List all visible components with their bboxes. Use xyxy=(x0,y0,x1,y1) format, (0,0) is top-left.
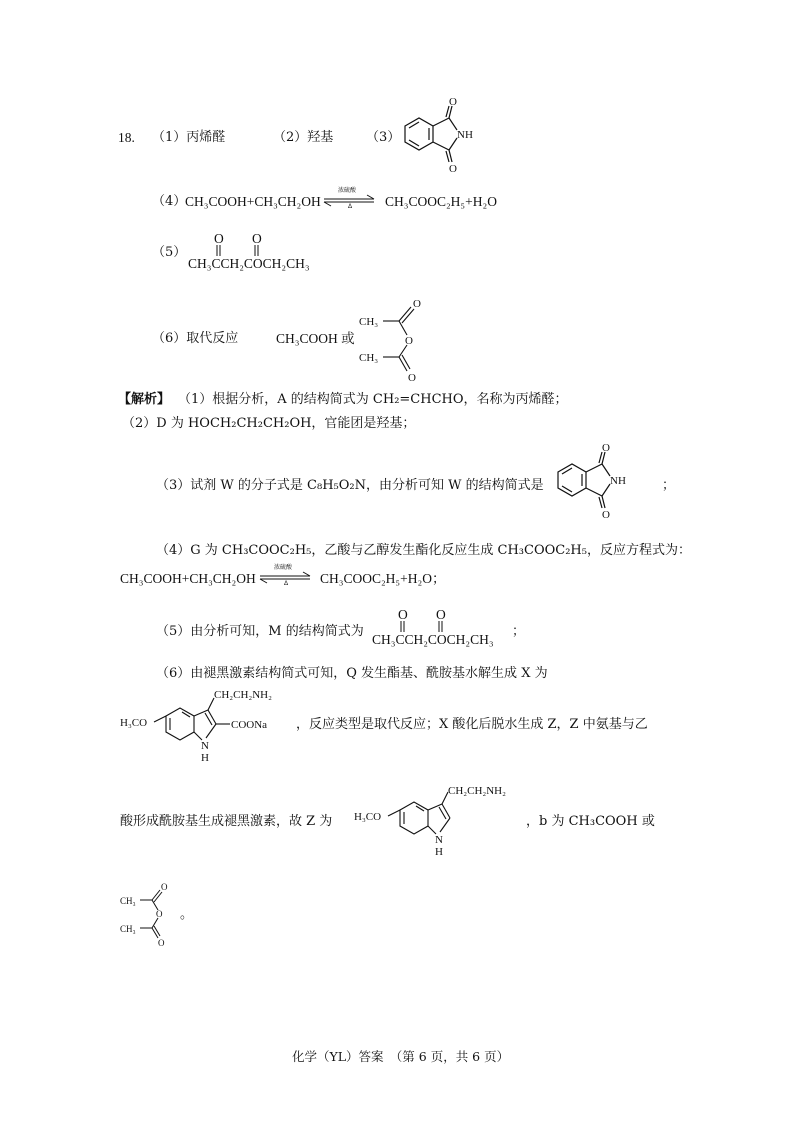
answer-6-label: （6）取代反应 xyxy=(152,331,239,346)
equation-left: CH₃COOH+CH₃CH₂OH xyxy=(185,194,321,209)
m-formula-main: CH₃CCH₂COCH₂CH₃ xyxy=(188,256,310,271)
compound-z-structure xyxy=(352,782,532,862)
atom-h: H xyxy=(201,752,209,764)
atom-nh: NH xyxy=(610,475,626,487)
atom-o: O xyxy=(449,163,457,175)
analysis-3: （3）试剂 W 的分子式是 C₈H₅O₂N，由分析可知 W 的结构简式是 xyxy=(156,478,544,493)
page-footer: 化学（YL）答案 （第 6 页，共 6 页） xyxy=(292,1049,510,1064)
analysis-6: （6）由褪黑激素结构简式可知，Q 发生酯基、酰胺基水解生成 X 为 xyxy=(156,666,548,681)
answer-6-b: CH₃COOH 或 xyxy=(276,331,355,346)
question-number: 18. xyxy=(118,130,135,145)
analysis-1: （1）根据分析，A 的结构简式为 CH₂=CHCHO，名称为丙烯醛； xyxy=(178,392,568,407)
analysis-6-line3: 酸形成酰胺基生成褪黑激素，故 Z 为 xyxy=(120,814,333,829)
m-formula-main: CH₃CCH₂COCH₂CH₃ xyxy=(372,632,494,647)
compound-x-structure xyxy=(118,688,298,768)
methyl-group: CH₃ xyxy=(120,924,136,934)
analysis-6-line3-end: ，b 为 CH₃COOH 或 xyxy=(526,814,655,829)
atom-o: O xyxy=(408,372,416,384)
side-chain: CH₂CH₂NH₂ xyxy=(448,785,506,797)
atom-n: N xyxy=(201,740,209,752)
phthalimide-structure-analysis xyxy=(548,442,658,526)
acetic-anhydride-structure xyxy=(355,295,445,385)
m-structure xyxy=(188,232,338,272)
carbonyl-o: O xyxy=(214,231,224,246)
carbonyl-o: O xyxy=(436,607,446,622)
analysis-5-end: ； xyxy=(512,624,526,639)
atom-o: O xyxy=(158,938,165,948)
analysis-6-mid: ，反应类型是取代反应；X 酸化后脱水生成 Z，Z 中氨基与乙 xyxy=(296,717,648,732)
catalyst-label: 浓硫酸 xyxy=(338,187,357,194)
atom-o: O xyxy=(449,96,457,108)
methoxy-group: H₃CO xyxy=(120,717,148,729)
carbonyl-o: O xyxy=(398,607,408,622)
atom-o: O xyxy=(602,509,610,521)
heat-label: Δ xyxy=(348,203,353,210)
heat-label: Δ xyxy=(284,580,289,587)
atom-o: O xyxy=(602,442,610,454)
phthalimide-structure xyxy=(395,96,505,180)
atom-nh: NH xyxy=(457,129,473,141)
answer-3-label: （3） xyxy=(366,130,401,145)
answer-4-label: （4） xyxy=(152,194,187,209)
answer-5-label: （5） xyxy=(152,245,187,260)
atom-n: N xyxy=(435,834,443,846)
carbonyl-o: O xyxy=(252,231,262,246)
answer-1: （1）丙烯醛 xyxy=(152,130,226,145)
atom-o: O xyxy=(156,909,163,919)
methyl-group: CH₃ xyxy=(120,896,136,906)
analysis-6-final: 。 xyxy=(180,907,194,922)
equation-right: CH₃COOC₂H₅+H₂O xyxy=(385,194,497,209)
analysis-2: （2）D 为 HOCH₂CH₂CH₂OH，官能团是羟基； xyxy=(122,416,416,431)
methoxy-group: H₃CO xyxy=(354,811,382,823)
methyl-group: CH₃ xyxy=(359,352,379,364)
side-chain: CH₂CH₂NH₂ xyxy=(214,689,272,701)
analysis-3-end: ； xyxy=(662,478,676,493)
atom-h: H xyxy=(435,846,443,858)
atom-o: O xyxy=(161,882,168,892)
acetic-anhydride-structure-small xyxy=(118,878,188,948)
m-structure-analysis xyxy=(372,608,522,648)
analysis-label: 【解析】 xyxy=(118,392,171,407)
methyl-group: CH₃ xyxy=(359,316,379,328)
analysis-5: （5）由分析可知，M 的结构简式为 xyxy=(156,624,364,639)
atom-o: O xyxy=(413,298,421,310)
answer-2: （2）羟基 xyxy=(273,130,334,145)
catalyst-label: 浓硫酸 xyxy=(274,564,293,571)
analysis-4: （4）G 为 CH₃COOC₂H₅，乙酸与乙醇发生酯化反应生成 CH₃COOC₂H₅，反应方程式为： xyxy=(156,543,691,558)
analysis-4-eq-left: CH₃COOH+CH₃CH₂OH xyxy=(120,571,256,586)
atom-o: O xyxy=(405,335,413,347)
carboxylate-group: COONa xyxy=(231,719,268,731)
analysis-4-eq-right: CH₃COOC₂H₅+H₂O； xyxy=(320,571,446,586)
